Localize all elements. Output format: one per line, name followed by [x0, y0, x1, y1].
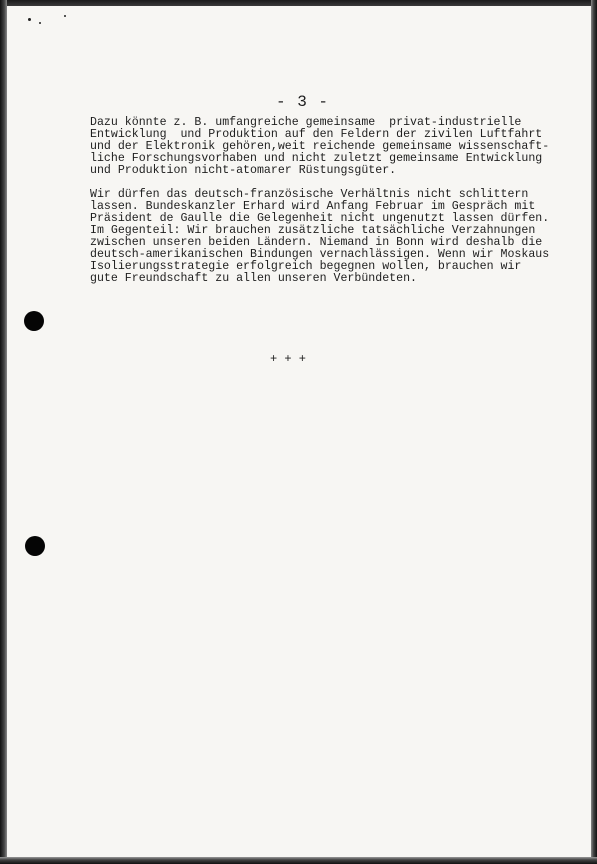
scan-edge-top: [0, 0, 597, 6]
text-line: gute Freundschaft zu allen unseren Verbündeten.: [90, 272, 417, 285]
scan-speck: [28, 18, 31, 21]
scan-edge-right: [591, 0, 597, 864]
text-line: zwischen unseren beiden Ländern. Niemand in Bonn wird deshalb die: [90, 236, 543, 249]
page-number: - 3 -: [276, 93, 330, 111]
text-line: Im Gegenteil: Wir brauchen zusätzliche tatsächliche Verzahnungen: [90, 224, 536, 237]
text-line: und Produktion nicht-atomarer Rüstungsgüter.: [90, 164, 397, 177]
text-line: Wir dürfen das deutsch-französische Verhältnis nicht schlittern: [90, 188, 529, 201]
paragraph-1: [90, 117, 565, 177]
text-line: liche Forschungsvorhaben und nicht zuletzt gemeinsame Entwicklung: [90, 152, 543, 165]
text-line: lassen. Bundeskanzler Erhard wird Anfang Februar im Gespräch mit: [90, 200, 536, 213]
punch-hole-bottom: [25, 536, 45, 556]
scan-edge-bottom: [0, 857, 597, 864]
scan-speck: [64, 15, 66, 17]
text-line: Präsident de Gaulle die Gelegenheit nicht ungenutzt lassen dürfen.: [90, 212, 550, 225]
text-line: deutsch-amerikanischen Bindungen vernachlässigen. Wenn wir Moskaus: [90, 248, 550, 261]
scan-edge-left: [0, 0, 7, 864]
text-line: Entwicklung und Produktion auf den Feldern der zivilen Luftfahrt: [90, 128, 543, 141]
scan-speck: [39, 22, 41, 24]
text-line: Dazu könnte z. B. umfangreiche gemeinsame privat-industrielle: [90, 116, 522, 129]
end-mark: + + +: [270, 352, 307, 366]
text-line: und der Elektronik gehören,weit reichende gemeinsame wissenschaft-: [90, 140, 550, 153]
paragraph-2: [90, 189, 565, 285]
punch-hole-top: [24, 311, 44, 331]
text-line: Isolierungsstrategie erfolgreich begegnen wollen, brauchen wir: [90, 260, 522, 273]
